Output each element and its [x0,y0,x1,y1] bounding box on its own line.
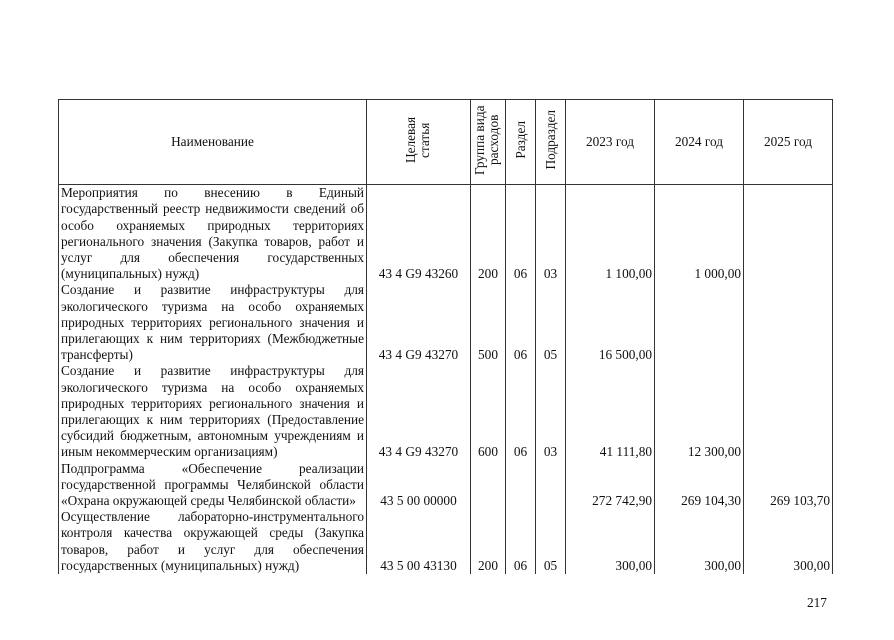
row-2023: 300,00 [566,509,655,574]
table-row [59,185,833,283]
header-row [59,100,833,185]
row-subsection: 03 [536,185,566,283]
row-2024: 300,00 [655,509,744,574]
row-2024: 1 000,00 [655,185,744,283]
row-2024 [655,282,744,363]
header-2025: 2025 год [744,100,833,185]
row-2025 [744,282,833,363]
header-group: Группа вида расходов [471,100,506,185]
row-2025 [744,185,833,283]
row-section: 06 [506,509,536,574]
row-name: Мероприятия по внесению в Единый государственный реестр недвижимости сведений об особо охраняемых природных территориях регионального значения (Закупка товаров, работ и услуг для обеспечения государственных (муниципальных) нужд) [59,185,367,283]
header-name: Наименование [59,100,367,185]
row-subsection: 05 [536,509,566,574]
header-2024: 2024 год [655,100,744,185]
header-2023: 2023 год [566,100,655,185]
row-subsection [536,461,566,510]
row-group: 200 [471,509,506,574]
table-row [59,509,833,574]
row-2025: 300,00 [744,509,833,574]
row-name: Создание и развитие инфраструктуры для экологического туризма на особо охраняемых природных территориях регионального значения и прилегающих к ним территориях (Предоставление субсидий бюджетным, автономным учреждениям и иным некоммерческим организациям) [59,363,367,460]
row-code: 43 4 G9 43270 [367,282,471,363]
table-row [59,282,833,363]
row-code: 43 4 G9 43270 [367,363,471,460]
row-2024: 269 104,30 [655,461,744,510]
row-code: 43 4 G9 43260 [367,185,471,283]
row-group [471,461,506,510]
row-group: 200 [471,185,506,283]
row-code: 43 5 00 43130 [367,509,471,574]
row-2023: 16 500,00 [566,282,655,363]
row-2023: 1 100,00 [566,185,655,283]
table-row [59,461,833,510]
row-section [506,461,536,510]
row-subsection: 05 [536,282,566,363]
page-number: 217 [807,595,827,610]
row-group: 600 [471,363,506,460]
row-2023: 41 111,80 [566,363,655,460]
row-name: Осуществление лабораторно-инструментального контроля качества окружающей среды (Закупка товаров, работ и услуг для обеспечения государственных (муниципальных) нужд) [59,509,367,574]
row-name: Создание и развитие инфраструктуры для экологического туризма на особо охраняемых природных территориях регионального значения и прилегающих к ним территориях (Межбюджетные трансферты) [59,282,367,363]
row-2025: 269 103,70 [744,461,833,510]
row-code: 43 5 00 00000 [367,461,471,510]
header-code: Целевая статья [367,100,471,185]
budget-table [58,99,833,574]
row-name: Подпрограмма «Обеспечение реализации государственной программы Челябинской области «Охрана окружающей среды Челябинской области» [59,461,367,510]
row-section: 06 [506,185,536,283]
row-section: 06 [506,363,536,460]
header-section: Раздел [506,100,536,185]
row-section: 06 [506,282,536,363]
header-subsection: Подраздел [536,100,566,185]
row-2023: 272 742,90 [566,461,655,510]
table-row [59,363,833,460]
row-2024: 12 300,00 [655,363,744,460]
row-subsection: 03 [536,363,566,460]
row-2025 [744,363,833,460]
row-group: 500 [471,282,506,363]
